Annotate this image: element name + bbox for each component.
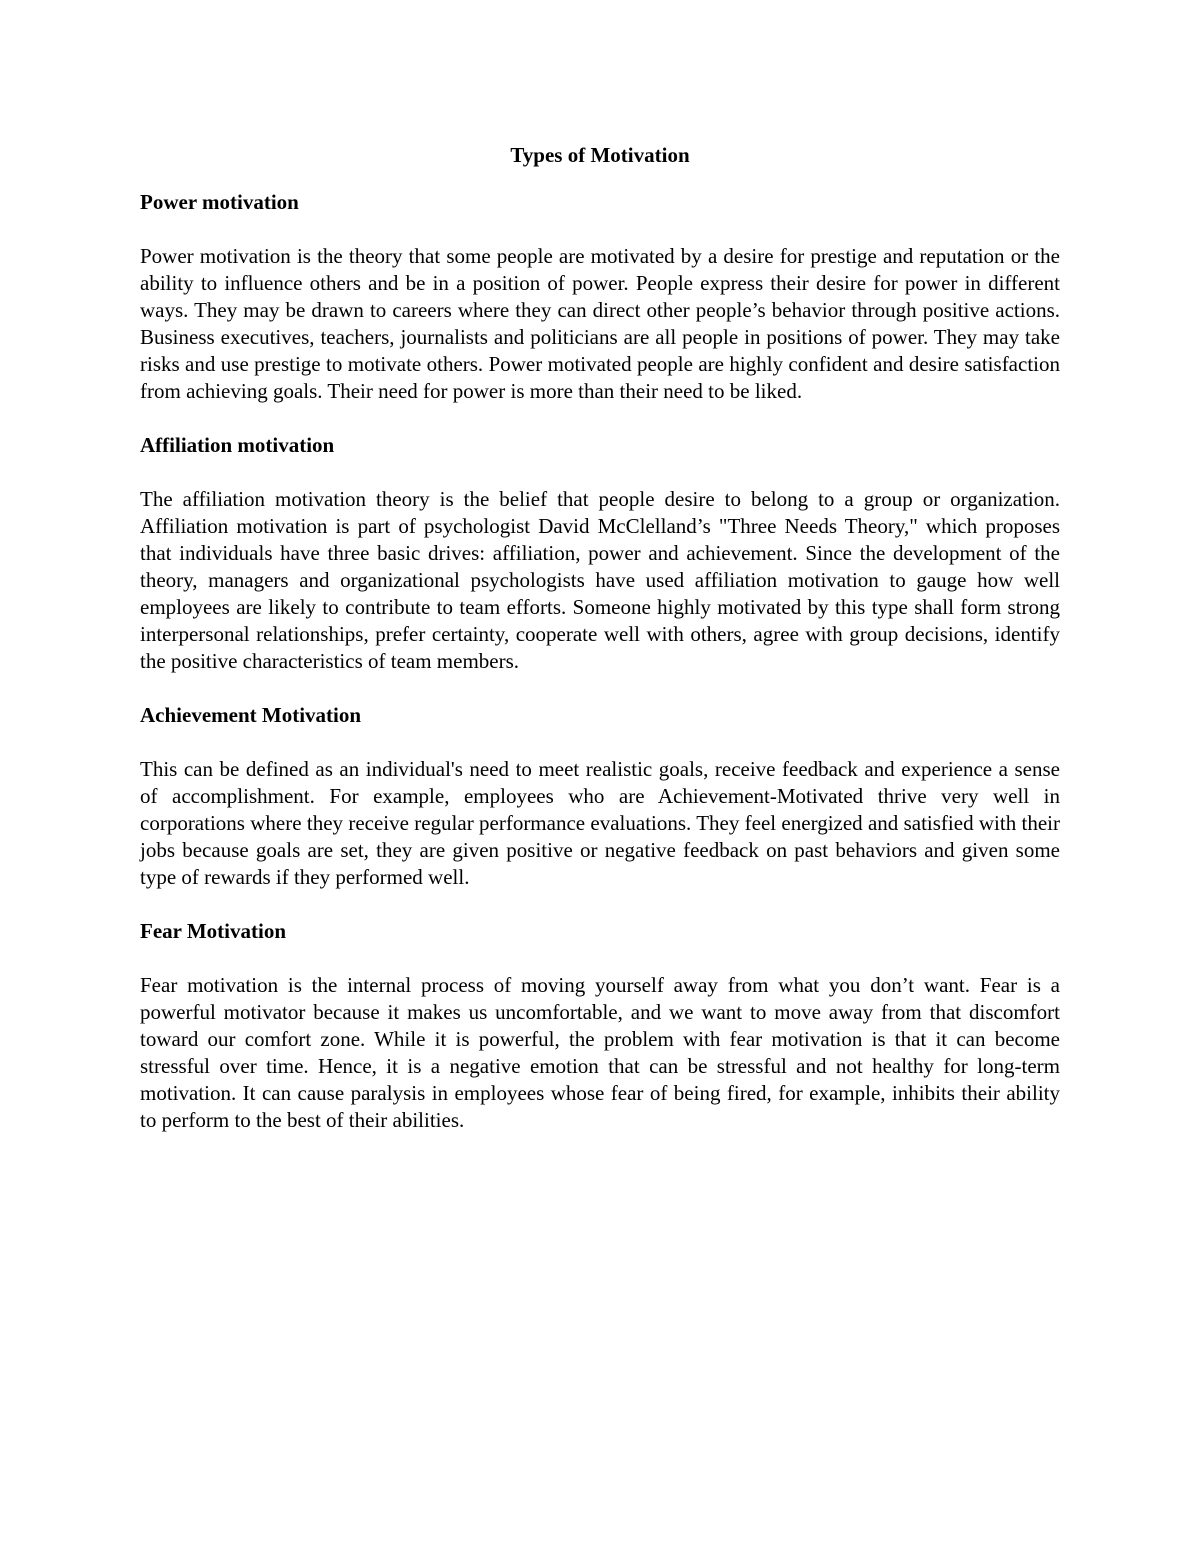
section-power-motivation: [140, 189, 1060, 405]
document-title: Types of Motivation: [510, 143, 690, 167]
section-fear-motivation: [140, 918, 1060, 1134]
section-achievement-motivation: [140, 702, 1060, 891]
section-paragraph: The affiliation motivation theory is the belief that people desire to belong to a group or organization. Affiliation motivation is part of psychologist David McClelland’s "Three Needs Theory," which proposes that individuals have three basic drives: affiliation, power and achievement. Since the development of the theory, managers and organizational psychologists have used affiliation motivation to gauge how well employees are likely to contribute to team efforts. Someone highly motivated by this type shall form strong interpersonal relationships, prefer certainty, cooperate well with others, agree with group decisions, identify the positive characteristics of team members.: [140, 487, 1060, 673]
section-heading: Affiliation motivation: [140, 433, 335, 457]
section-paragraph: Fear motivation is the internal process of moving yourself away from what you don’t want. Fear is a powerful motivator because it makes us uncomfortable, and we want to move away from that discomfort toward our comfort zone. While it is powerful, the problem with fear motivation is that it can become stressful over time. Hence, it is a negative emotion that can be stressful and not healthy for long-term motivation. It can cause paralysis in employees whose fear of being fired, for example, inhibits their ability to perform to the best of their abilities.: [140, 973, 1060, 1132]
section-paragraph: Power motivation is the theory that some people are motivated by a desire for prestige and reputation or the ability to influence others and be in a position of power. People express their desire for power in different ways. They may be drawn to careers where they can direct other people’s behavior through positive actions. Business executives, teachers, journalists and politicians are all people in positions of power. They may take risks and use prestige to motivate others. Power motivated people are highly confident and desire satisfaction from achieving goals. Their need for power is more than their need to be liked.: [140, 244, 1060, 403]
section-affiliation-motivation: [140, 432, 1060, 675]
document-content: [140, 142, 1060, 1161]
section-heading: Power motivation: [140, 190, 299, 214]
section-paragraph: This can be defined as an individual's need to meet realistic goals, receive feedback and experience a sense of accomplishment. For example, employees who are Achievement-Motivated thrive very well in corporations where they receive regular performance evaluations. They feel energized and satisfied with their jobs because goals are set, they are given positive or negative feedback on past behaviors and given some type of rewards if they performed well.: [140, 757, 1060, 889]
section-heading: Achievement Motivation: [140, 703, 362, 727]
section-heading: Fear Motivation: [140, 919, 286, 943]
